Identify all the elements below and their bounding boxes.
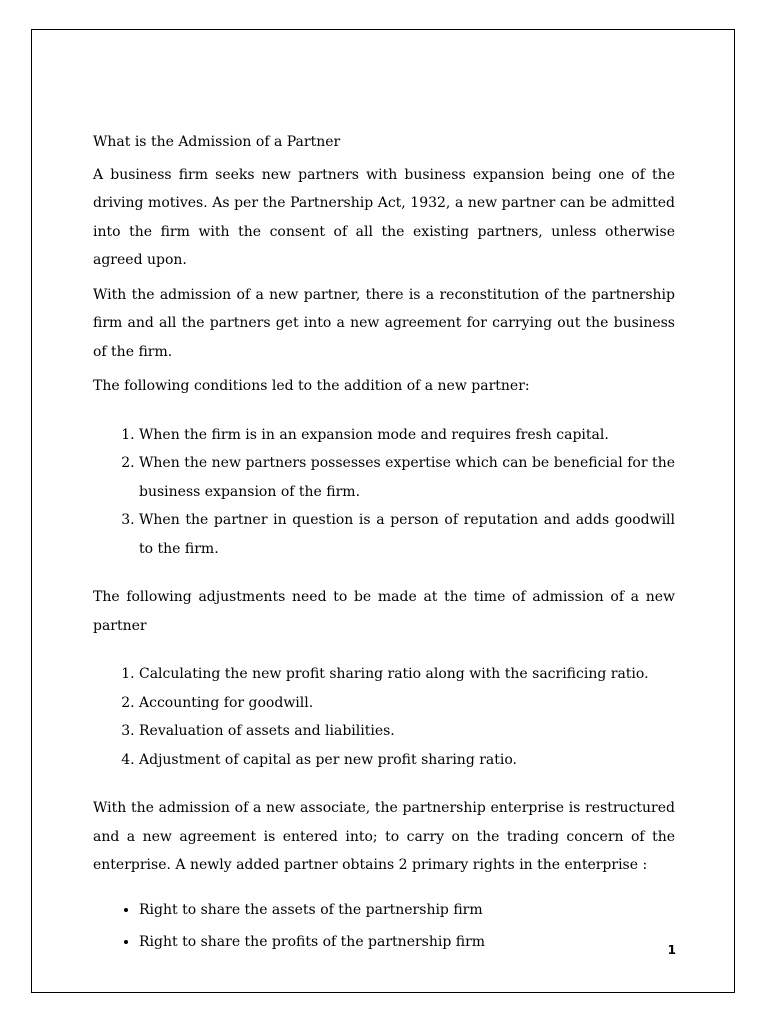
- list-item-adjustment: 1. Calculating the new profit sharing ratio along with the sacrificing ratio.: [139, 660, 675, 689]
- adjustments-list: [93, 660, 675, 774]
- paragraph-intro: A business firm seeks new partners with business expansion being one of the driving motives. As per the Partnership Act, 1932, a new partner can be admitted into the firm with the consent of all the existing partners, unless otherwise agreed upon.: [93, 166, 675, 268]
- conditions-list: [93, 421, 675, 564]
- list-item-adjustment: 2. Accounting for goodwill.: [139, 689, 675, 718]
- list-item-condition: 3. When the partner in question is a person of reputation and adds goodwill to the firm.: [139, 506, 675, 563]
- list-item-condition: 2. When the new partners possesses expertise which can be beneficial for the business expansion of the firm.: [139, 449, 675, 506]
- page-number: 1: [667, 943, 676, 957]
- paragraph-conditions-intro: The following conditions led to the addition of a new partner:: [93, 378, 530, 394]
- paragraph-rights-intro: With the admission of a new associate, the partnership enterprise is restructured and a new agreement is entered into; to carry on the trading concern of the enterprise. A newly added partner obtains 2 primary rights in the enterprise :: [93, 800, 675, 873]
- list-item-adjustment: 4. Adjustment of capital as per new profit sharing ratio.: [139, 746, 675, 775]
- list-item-right: • Right to share the profits of the partnership firm: [139, 928, 675, 957]
- list-item-condition: 1. When the firm is in an expansion mode and requires fresh capital.: [139, 421, 675, 450]
- rights-list: [93, 896, 675, 957]
- section-heading: What is the Admission of a Partner: [93, 134, 341, 150]
- paragraph-reconstitution: With the admission of a new partner, there is a reconstitution of the partnership firm and all the partners get into a new agreement for carrying out the business of the firm.: [93, 286, 675, 360]
- list-item-adjustment: 3. Revaluation of assets and liabilities.: [139, 717, 675, 746]
- document-body: [93, 128, 675, 961]
- paragraph-adjustments-intro: The following adjustments need to be made at the time of admission of a new partner: [93, 589, 675, 634]
- list-item-right: • Right to share the assets of the partnership firm: [139, 896, 675, 925]
- document-page: [31, 29, 735, 993]
